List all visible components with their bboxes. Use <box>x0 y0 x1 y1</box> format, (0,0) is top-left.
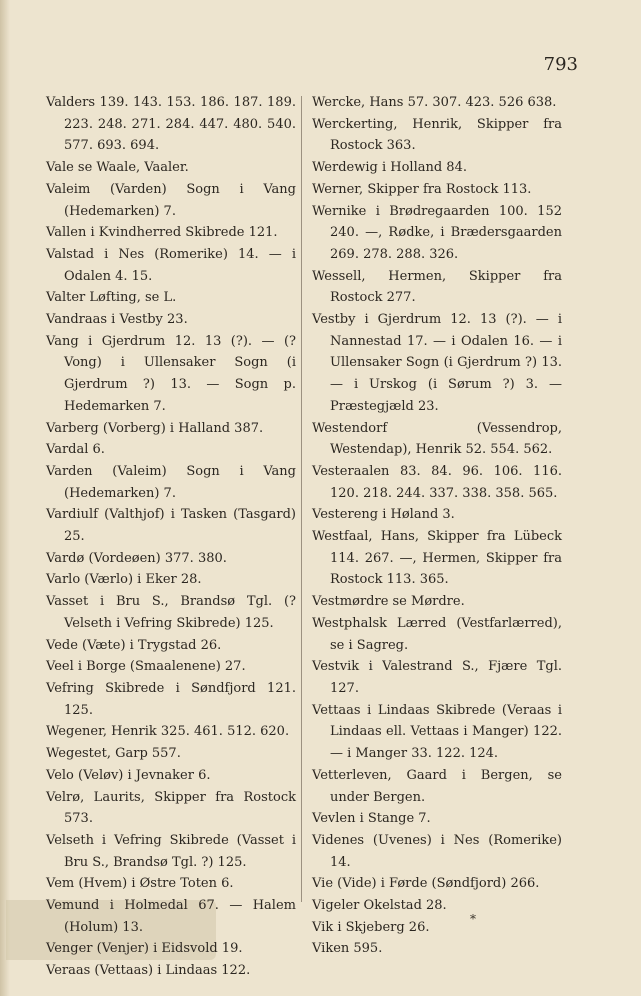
index-column-right <box>312 92 562 960</box>
index-entry: Valeim (Varden) Sogn i Vang (Hedemarken) 7. <box>46 181 296 219</box>
index-entry: Veraas (Vettaas) i Lindaas 122. <box>46 963 251 979</box>
index-entry: Vardiulf (Valthjof) i Tasken (Tasgard) 25. <box>46 507 296 545</box>
index-entry: Westendorf (Vessendrop, Westendap), Henrik 52. 554. 562. <box>312 420 562 458</box>
index-entry: Vang i Gjerdrum 12. 13 (?). — (? Vong) i Ullensaker Sogn (i Gjerdrum ?) 13. — Sogn p. Hedemarken 7. <box>46 333 296 414</box>
index-entry: Vede (Væte) i Trygstad 26. <box>46 637 222 653</box>
index-entry: Vestvik i Valestrand S., Fjære Tgl. 127. <box>312 659 562 696</box>
index-entry: Wegestet, Garp 557. <box>46 746 181 762</box>
index-entry: Valstad i Nes (Romerike) 14. — i Odalen 4. 15. <box>46 246 296 284</box>
index-entry: Vale se Waale, Vaaler. <box>46 160 189 176</box>
index-entry: Vardø (Vordeøen) 377. 380. <box>46 550 227 566</box>
index-entry: Varberg (Vorberg) i Halland 387. <box>46 420 264 436</box>
index-entry: Valter Løfting, se L. <box>46 290 177 306</box>
index-entry: Venger (Venjer) i Eidsvold 19. <box>46 941 243 957</box>
index-entry: Vasset i Bru S., Brandsø Tgl. (? Velseth i Vefring Skibrede) 125. <box>46 594 296 631</box>
index-entry: Werdewig i Holland 84. <box>312 160 467 176</box>
index-entry: Varlo (Værlo) i Eker 28. <box>46 572 202 588</box>
index-entry: Vandraas i Vestby 23. <box>46 312 188 328</box>
column-divider <box>301 96 302 902</box>
index-entry: Valders 139. 143. 153. 186. 187. 189. 223. 248. 271. 284. 447. 480. 540. 577. 693. 694. <box>46 95 296 154</box>
index-entry: Westfaal, Hans, Skipper fra Lübeck 114. 267. —, Hermen, Skipper fra Rostock 113. 365. <box>312 529 562 588</box>
index-entry: Vesteraalen 83. 84. 96. 106. 116. 120. 218. 244. 337. 338. 358. 565. <box>312 463 562 501</box>
page-spine-shadow <box>0 0 10 996</box>
index-entry: Vie (Vide) i Førde (Søndfjord) 266. <box>312 876 540 892</box>
index-entry: Veel i Borge (Smaalenene) 27. <box>46 659 246 675</box>
index-entry: Varden (Valeim) Sogn i Vang (Hedemarken) 7. <box>46 463 296 501</box>
index-entry: Viken 595. <box>312 941 383 957</box>
index-entry: Vestereng i Høland 3. <box>312 507 455 523</box>
index-entry: Vestby i Gjerdrum 12. 13 (?). — i Nannestad 17. — i Odalen 16. — i Ullensaker Sogn (i Gjerdrum ?) 13. — i Urskog (i Sørum ?) 3. — Præstegjæld 23. <box>312 312 562 414</box>
index-entry: Velseth i Vefring Skibrede (Vasset i Bru S., Brandsø Tgl. ?) 125. <box>46 832 296 870</box>
index-entry: Vestmørdre se Mørdre. <box>312 594 465 610</box>
page-number: 793 <box>543 54 578 75</box>
index-entry: Velrø, Laurits, Skipper fra Rostock 573. <box>46 789 296 827</box>
index-column-left <box>46 92 296 982</box>
index-entry: Vevlen i Stange 7. <box>312 811 431 827</box>
index-entry: Vem (Hvem) i Østre Toten 6. <box>46 876 234 892</box>
index-entry: Velo (Veløv) i Jevnaker 6. <box>46 767 211 783</box>
index-entry: Wessell, Hermen, Skipper fra Rostock 277. <box>312 268 562 306</box>
index-entry: Vemund i Holmedal 67. — Halem (Holum) 13. <box>46 898 296 935</box>
index-entry: Westphalsk Lærred (Vestfarlærred), se i Sagreg. <box>312 615 562 653</box>
index-entry: Vefring Skibrede i Søndfjord 121. 125. <box>46 680 296 718</box>
index-entry: Wernike i Brødregaarden 100. 152 240. —, Rødke, i Brædersgaarden 269. 278. 288. 326. <box>312 203 562 262</box>
footer-mark: * <box>470 912 476 926</box>
index-entry: Wegener, Henrik 325. 461. 512. 620. <box>46 724 290 740</box>
index-entry: Videnes (Uvenes) i Nes (Romerike) 14. <box>312 832 562 870</box>
index-entry: Werner, Skipper fra Rostock 113. <box>312 181 532 197</box>
index-entry: Vik i Skjeberg 26. <box>312 919 430 935</box>
index-entry: Vardal 6. <box>46 442 105 458</box>
index-entry: Vetterleven, Gaard i Bergen, se under Bergen. <box>312 767 562 805</box>
index-entry: Vallen i Kvindherred Skibrede 121. <box>46 225 278 241</box>
index-entry: Wercke, Hans 57. 307. 423. 526 638. <box>312 95 557 110</box>
index-entry: Werckerting, Henrik, Skipper fra Rostock 363. <box>312 116 562 154</box>
index-entry: Vettaas i Lindaas Skibrede (Veraas i Lindaas ell. Vettaas i Manger) 122. — i Manger 33. 122. 124. <box>312 702 562 762</box>
index-entry: Vigeler Okelstad 28. <box>312 898 447 914</box>
